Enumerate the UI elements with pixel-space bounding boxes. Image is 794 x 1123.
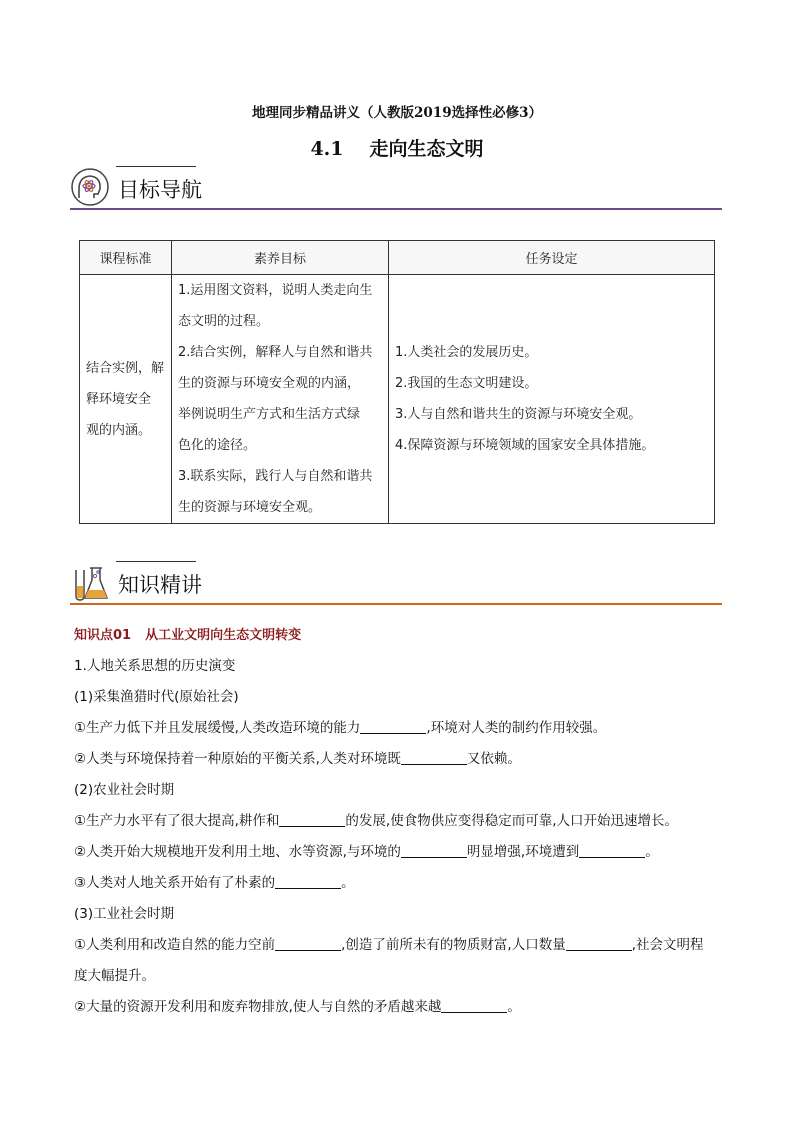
fill-blank[interactable] (275, 937, 341, 951)
content-line: 度大幅提升。 (74, 968, 155, 984)
table-header-row (80, 241, 715, 275)
knowledge-point-title (74, 624, 301, 643)
section-top-rule (116, 166, 196, 167)
section-top-rule (116, 561, 196, 562)
head-atom-icon (70, 167, 110, 207)
standard-line: 结合实例，解 (86, 360, 165, 376)
section-knowledge-header (70, 561, 722, 605)
standard-line: 观的内涵。 (86, 422, 152, 438)
lesson-title (0, 134, 794, 161)
table-cell-goals (172, 275, 389, 524)
fill-blank[interactable] (579, 844, 645, 858)
goal-line: 态文明的过程。 (178, 314, 270, 329)
fill-blank[interactable] (401, 751, 467, 765)
content-line: (1)采集渔猎时代(原始社会) (74, 689, 239, 705)
content-line: ②人类与环境保持着一种原始的平衡关系,人类对环境既 又依赖。 (74, 751, 521, 767)
content-line: (3)工业社会时期 (74, 906, 175, 922)
goal-line: 1.运用图文资料，说明人类走向生 (178, 283, 373, 298)
lesson-number: 4.1 (310, 138, 344, 160)
fill-blank[interactable] (275, 875, 341, 889)
table-header-cell: 任务设定 (389, 241, 715, 275)
goal-line: 生的资源与环境安全观。 (178, 500, 322, 515)
fill-blank[interactable] (360, 720, 426, 734)
section-objectives-label: 目标导航 (118, 178, 202, 202)
goal-line: 2.结合实例，解释人与自然和谐共 (178, 345, 373, 360)
section-knowledge-label: 知识精讲 (118, 573, 202, 597)
table-row (80, 275, 715, 524)
goal-line: 生的资源与环境安全观的内涵， (178, 376, 361, 391)
table-cell-tasks (389, 275, 715, 524)
content-line: ②人类开始大规模地开发利用土地、水等资源,与环境的 明显增强,环境遭到 。 (74, 844, 659, 860)
objectives-table (79, 240, 715, 524)
knowledge-point-code: 知识点01 (74, 628, 132, 643)
fill-blank[interactable] (566, 937, 632, 951)
task-line: 1.人类社会的发展历史。 (395, 345, 538, 360)
task-line: 3.人与自然和谐共生的资源与环境安全观。 (395, 407, 642, 422)
lab-flask-icon (70, 562, 110, 602)
content-line: ②大量的资源开发利用和废弃物排放,使人与自然的矛盾越来越 。 (74, 999, 521, 1015)
knowledge-point-name: 从工业文明向生态文明转变 (145, 628, 302, 643)
content-line: ①生产力水平有了很大提高,耕作和 的发展,使食物供应变得稳定而可靠,人口开始迅速增长。 (74, 813, 678, 829)
fill-blank[interactable] (279, 813, 345, 827)
table-cell-standard (80, 275, 172, 524)
content-line: ③人类对人地关系开始有了朴素的 。 (74, 875, 355, 891)
fill-blank[interactable] (401, 844, 467, 858)
goal-line: 举例说明生产方式和生活方式绿 (178, 407, 361, 422)
table-header-cell: 课程标准 (80, 241, 172, 275)
section-underline (70, 208, 722, 210)
task-line: 2.我国的生态文明建设。 (395, 376, 538, 391)
content-line: (2)农业社会时期 (74, 782, 175, 798)
content-line: ①人类利用和改造自然的能力空前 ,创造了前所未有的物质财富,人口数量 ,社会文明程 (74, 937, 704, 953)
content-line: ①生产力低下并且发展缓慢,人类改造环境的能力 ,环境对人类的制约作用较强。 (74, 720, 607, 736)
goal-line: 色化的途径。 (178, 438, 257, 453)
fill-blank[interactable] (441, 999, 507, 1013)
section-objectives-header (70, 166, 722, 210)
goal-line: 3.联系实际，践行人与自然和谐共 (178, 469, 373, 484)
document-header-title: 地理同步精品讲义（人教版2019选择性必修3） (252, 105, 542, 121)
content-line: 1.人地关系思想的历史演变 (74, 658, 236, 674)
standard-line: 释环境安全 (86, 391, 152, 407)
section-underline (70, 603, 722, 605)
table-header-cell: 素养目标 (172, 241, 389, 275)
task-line: 4.保障资源与环境领域的国家安全具体措施。 (395, 438, 655, 453)
lesson-name: 走向生态文明 (369, 138, 484, 160)
